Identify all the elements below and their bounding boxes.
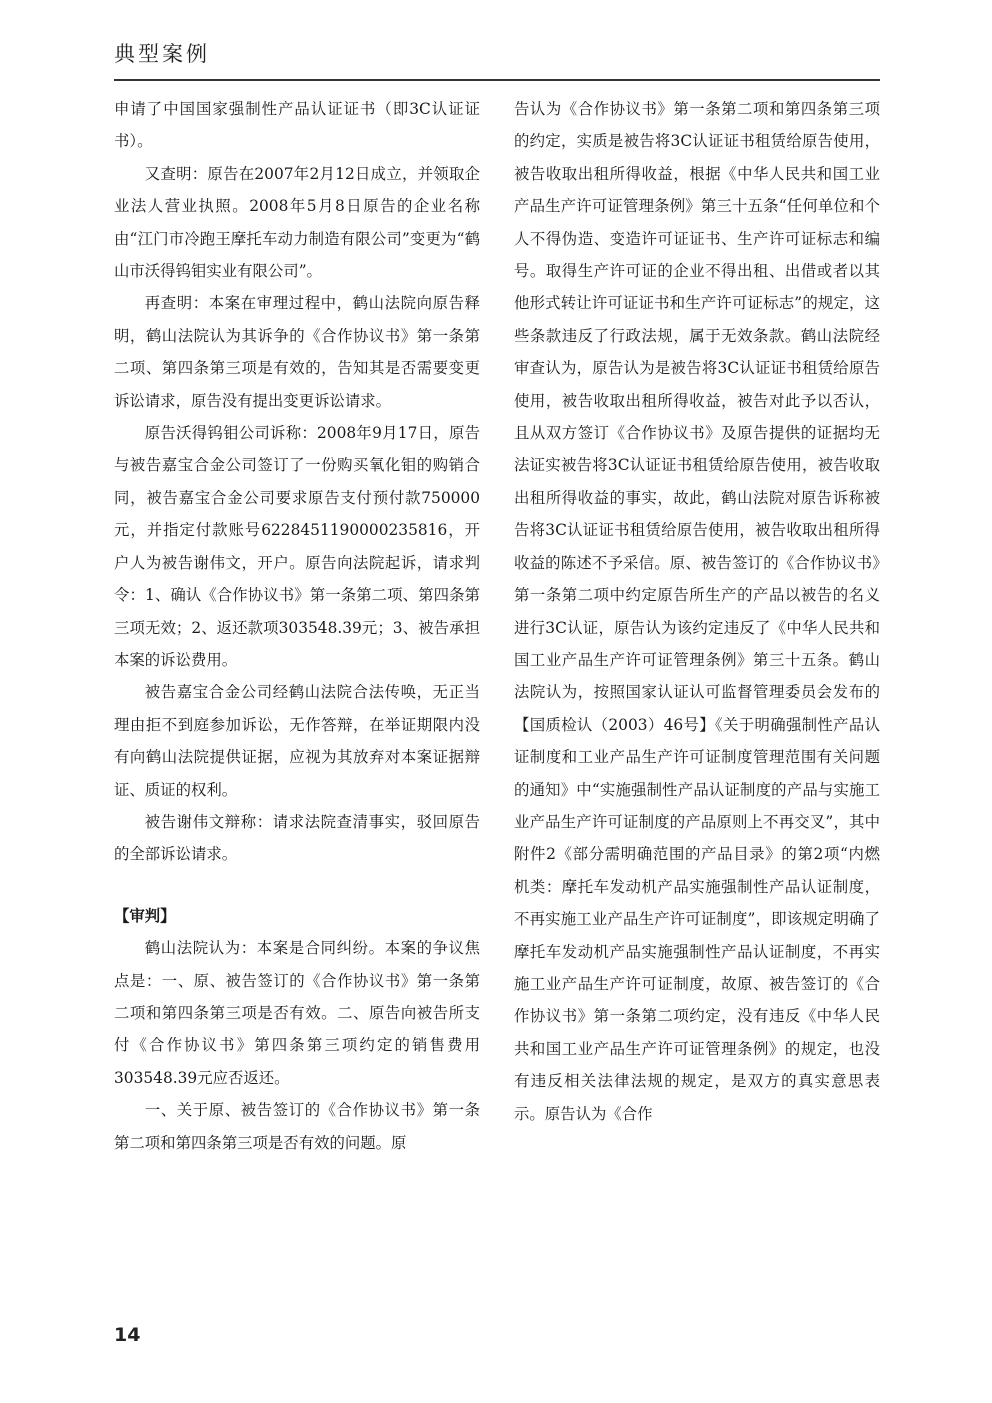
paragraph: 被告嘉宝合金公司经鹤山法院合法传唤，无正当理由拒不到庭参加诉讼，无作答辩，在举证期限内没有向鹤山法院提供证据，应视为其放弃对本案证据辩证、质证的权利。 [114, 683, 480, 799]
paragraph: 告认为《合作协议书》第一条第二项和第四条第三项的约定，实质是被告将3C认证证书租赁给原告使用，被告收取出租所得收益，根据《中华人民共和国工业产品生产许可证管理条例》第三十五条“任何单位和个人不得伪造、变造许可证证书、生产许可证标志和编号。取得生产许可证的企业不得出租、出借或者以其他形式转让许可证证书和生产许可证标志”的规定，这些条款违反了行政法规，属于无效条款。鹤山法院经审查认为，原告认为是被告将3C认证证书租赁给原告使用，被告收取出租所得收益，被告对此予以否认，且从双方签订《合作协议书》及原告提供的证据均无法证实被告将3C认证证书租赁给原告使用，被告收取出租所得收益的事实，故此，鹤山法院对原告诉称被告将3C认证证书租赁给原告使用，被告收取出租所得收益的陈述不予采信。原、被告签订的《合作协议书》第一条第二项中约定原告所生产的产品以被告的名义进行3C认证，原告认为该约定违反了《中华人民共和国工业产品生产许可证管理条例》第三十五条。鹤山法院认为，按照国家认证认可监督管理委员会发布的【国质检认（2003）46号】《关于明确强制性产品认证制度和工业产品生产许可证制度管理范围有关问题的通知》中“实施强制性产品认证制度的产品与实施工业产品生产许可证制度的产品原则上不再交叉”，其中附件2《部分需明确范围的产品目录》的第2项“内燃机类：摩托车发动机产品实施强制性产品认证制度，不再实施工业产品生产许可证制度”，即该规定明确了摩托车发动机产品实施强制性产品认证制度，不再实施工业产品生产许可证制度，故原、被告签订的《合作协议书》第一条第二项约定，没有违反《中华人民共和国工业产品生产许可证管理条例》的规定，也没有违反相关法律法规的规定，是双方的真实意思表示。原告认为《合作 [514, 100, 880, 1123]
section-heading-trial: 【审判】 [114, 906, 176, 925]
left-column [114, 93, 480, 1159]
page-number: 14 [114, 1324, 141, 1346]
paragraph: 又查明：原告在2007年2月12日成立，并领取企业法人营业执照。2008年5月8日原告的企业名称由“江门市冷跑王摩托车动力制造有限公司”变更为“鹤山市沃得钨钼实业有限公司”。 [114, 164, 480, 281]
paragraph: 一、关于原、被告签订的《合作协议书》第一条第二项和第四条第三项是否有效的问题。原 [114, 1101, 480, 1152]
right-column [514, 93, 880, 1130]
paragraph: 再查明：本案在审理过程中，鹤山法院向原告释明，鹤山法院认为其诉争的《合作协议书》第一条第二项、第四条第三项是有效的，告知其是否需要变更诉讼请求，原告没有提出变更诉讼请求。 [114, 294, 480, 410]
header-title: 典型案例 [114, 42, 210, 66]
paragraph: 原告沃得钨钼公司诉称：2008年9月17日，原告与被告嘉宝合金公司签订了一份购买氧化钼的购销合同，被告嘉宝合金公司要求原告支付预付款750000元，并指定付款账号6228451190000235816，开户人为被告谢伟文，开户。原告向法院起诉，请求判令：1、确认《合作协议书》第一条第二项、第四条第三项无效；2、返还款项303548.39元；3、被告承担本案的诉讼费用。 [114, 424, 480, 669]
paragraph: 鹤山法院认为：本案是合同纠纷。本案的争议焦点是：一、原、被告签订的《合作协议书》第一条第二项和第四条第三项是否有效。二、原告向被告所支付《合作协议书》第四条第三项约定的销售费用303548.39元应否返还。 [114, 939, 480, 1087]
header-rule [114, 79, 880, 81]
paragraph: 被告谢伟文辩称：请求法院查清事实，驳回原告的全部诉讼请求。 [114, 812, 480, 864]
paragraph: 申请了中国国家强制性产品认证证书（即3C认证证书）。 [114, 100, 480, 151]
